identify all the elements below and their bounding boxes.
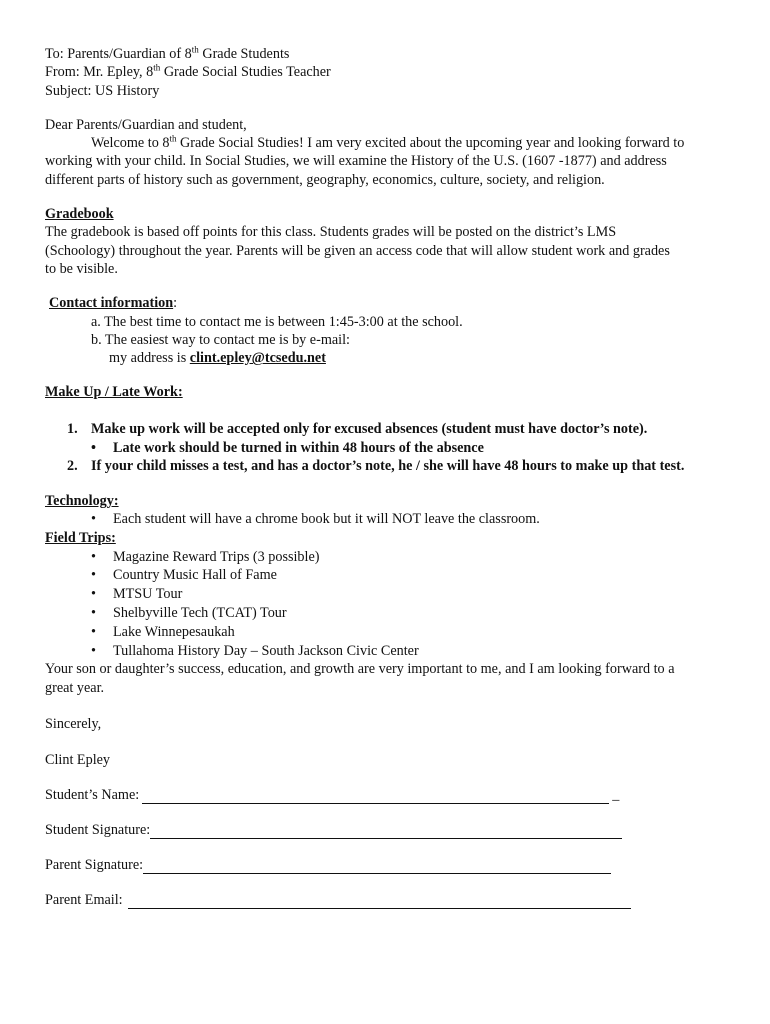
field-trip-item: • Shelbyville Tech (TCAT) Tour <box>91 604 287 621</box>
intro-line-1: Welcome to 8th Grade Social Studies! I am very excited about the upcoming year and looking forward to <box>91 133 685 152</box>
makeup-item-1: 1. Make up work will be accepted only for excused absences (student must have doctor’s note). <box>67 420 648 437</box>
bullet-icon: • <box>91 604 96 621</box>
greeting: Dear Parents/Guardian and student, <box>45 116 247 133</box>
closing-line-2: great year. <box>45 679 105 696</box>
student-signature-row <box>45 821 735 839</box>
intro-line-3: different parts of history such as government, geography, economics, culture, society, and religion. <box>45 171 605 188</box>
parent-email-field[interactable] <box>128 894 631 909</box>
field-trips-heading: Field Trips: <box>45 530 116 547</box>
technology-heading: Technology: <box>45 493 119 510</box>
makeup-heading: Make Up / Late Work: <box>45 384 183 401</box>
bullet-icon: • <box>91 623 96 640</box>
student-name-field[interactable] <box>142 789 609 804</box>
student-name-label: Student’s Name: <box>45 786 140 803</box>
bullet-icon: • <box>91 642 96 659</box>
memo-to: To: Parents/Guardian of 8th Grade Students <box>45 44 290 62</box>
gradebook-line-1: The gradebook is based off points for this class. Students grades will be posted on the district’s LMS <box>45 224 617 241</box>
parent-email-row <box>45 891 735 909</box>
parent-signature-row <box>45 856 735 874</box>
parent-email-label: Parent Email: <box>45 891 123 908</box>
memo-from: From: Mr. Epley, 8th Grade Social Studies Teacher <box>45 62 331 81</box>
sincerely: Sincerely, <box>45 715 102 732</box>
gradebook-line-3: to be visible. <box>45 260 118 277</box>
closing-line-1: Your son or daughter’s success, education, and growth are very important to me, and I am looking forward to a <box>45 661 675 678</box>
field-trip-item: • Magazine Reward Trips (3 possible) <box>91 548 320 565</box>
intro-line-2: working with your child. In Social Studies, we will examine the History of the U.S. (1607 -1877) and address <box>45 153 667 170</box>
contact-heading: Contact information: <box>49 295 178 312</box>
gradebook-line-2: (Schoology) throughout the year. Parents will be given an access code that will allow student work and grades <box>45 242 670 259</box>
bullet-icon: • <box>91 548 96 565</box>
field-trip-item: • Tullahoma History Day – South Jackson Civic Center <box>91 642 419 659</box>
makeup-bullet: • Late work should be turned in within 48 hours of the absence <box>91 439 484 456</box>
student-signature-field[interactable] <box>150 824 622 839</box>
signer-name: Clint Epley <box>45 752 111 769</box>
student-signature-label: Student Signature: <box>45 821 151 838</box>
bullet-icon: • <box>91 586 96 603</box>
technology-bullet: • Each student will have a chrome book but it will NOT leave the classroom. <box>91 511 540 528</box>
contact-item-b: b. The easiest way to contact me is by e-mail: <box>91 331 350 348</box>
memo-subject: Subject: US History <box>45 82 160 99</box>
parent-signature-field[interactable] <box>143 859 611 874</box>
field-trip-item: • Lake Winnepesaukah <box>91 623 235 640</box>
bullet-icon: • <box>91 511 96 528</box>
student-name-row: Student’s Name: _ <box>45 786 620 803</box>
parent-signature-label: Parent Signature: <box>45 856 144 873</box>
letter <box>45 45 735 909</box>
field-trip-item: • MTSU Tour <box>91 586 183 603</box>
field-trip-item: • Country Music Hall of Fame <box>91 567 277 584</box>
contact-address: my address is clint.epley@tcsedu.net <box>109 350 326 367</box>
bullet-icon: • <box>91 439 96 456</box>
contact-item-a: a. The best time to contact me is between 1:45-3:00 at the school. <box>91 313 463 330</box>
gradebook-heading: Gradebook <box>45 206 114 223</box>
makeup-item-2: 2. If your child misses a test, and has a doctor’s note, he / she will have 48 hours to make up that test. <box>67 458 685 475</box>
email-link[interactable]: clint.epley@tcsedu.net <box>189 350 326 367</box>
bullet-icon: • <box>91 567 96 584</box>
